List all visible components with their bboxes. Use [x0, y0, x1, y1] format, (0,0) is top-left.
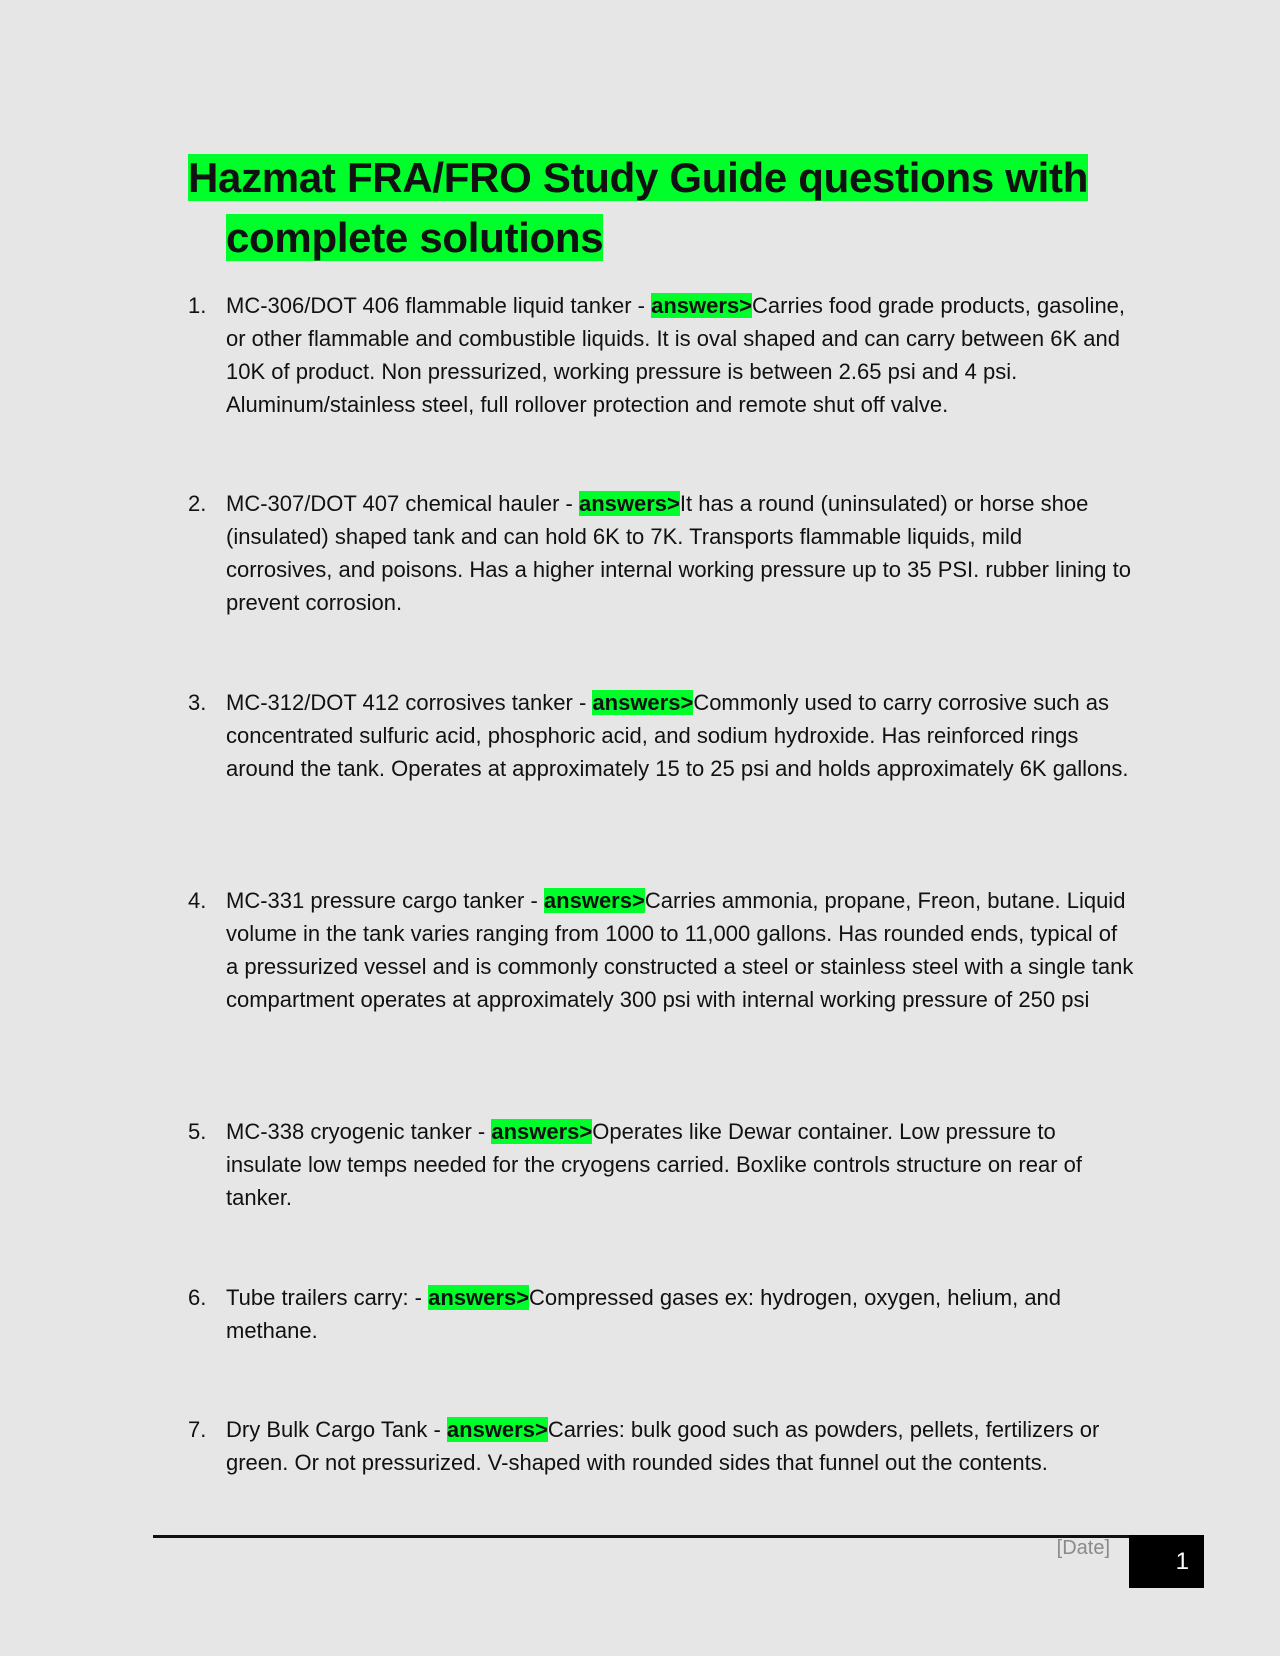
question-item-2 [188, 487, 1134, 619]
answers-tag: answers> [491, 1119, 593, 1144]
answer-text: Carries ammonia, propane, Freon, butane. Liquid volume in the tank varies ranging from 1000 to 11,000 gallons. Has rounded ends, typical of a pressurized vessel and is commonly constructed a steel or stainless steel with a single tank compartment operates at approximately 300 psi with internal working pressure of 250 psi [226, 888, 1134, 1012]
answers-tag: answers> [446, 1417, 548, 1442]
footer-divider [153, 1535, 1129, 1538]
question-body [226, 686, 1134, 785]
answer-text: Compressed gases ex: hydrogen, oxygen, helium, and methane. [226, 1285, 1062, 1343]
page-number-box [1129, 1535, 1204, 1588]
answer-text: It has a round (uninsulated) or horse shoe (insulated) shaped tank and can hold 6K to 7K. Transports flammable liquids, mild corrosives, and poisons. Has a higher internal working pressure up to 35 PSI. rubber lining to prevent corrosion. [226, 491, 1131, 615]
question-text: MC-338 cryogenic tanker - [226, 1119, 486, 1144]
question-text: MC-331 pressure cargo tanker - [226, 888, 538, 913]
question-text: MC-307/DOT 407 chemical hauler - [226, 491, 573, 516]
question-number: 3. [188, 690, 207, 715]
answer-text: Operates like Dewar container. Low pressure to insulate low temps needed for the cryogens carried. Boxlike controls structure on rear of tanker. [226, 1119, 1082, 1210]
title-highlight: Hazmat FRA/FRO Study Guide questions with [188, 154, 1089, 201]
question-text: Dry Bulk Cargo Tank - [226, 1417, 441, 1442]
answers-tag: answers> [428, 1285, 530, 1310]
title-highlight: complete solutions [226, 214, 604, 261]
question-item-4 [188, 884, 1134, 1016]
question-number: 4. [188, 888, 207, 913]
question-text: MC-312/DOT 412 corrosives tanker - [226, 690, 587, 715]
question-item-1 [188, 289, 1134, 421]
answer-text: Carries: bulk good such as powders, pellets, fertilizers or green. Or not pressurized. V-shaped with rounded sides that funnel out the contents. [226, 1417, 1100, 1475]
question-number: 7. [188, 1417, 207, 1442]
question-number: 1. [188, 293, 207, 318]
question-number: 5. [188, 1119, 207, 1144]
title-line-2 [188, 208, 1088, 268]
question-number: 6. [188, 1285, 207, 1310]
question-body [226, 1115, 1134, 1214]
page-title [188, 148, 1088, 268]
question-body [226, 487, 1134, 619]
question-text: MC-306/DOT 406 flammable liquid tanker - [226, 293, 645, 318]
answers-tag: answers> [651, 293, 753, 318]
question-number: 2. [188, 491, 207, 516]
question-item-6 [188, 1281, 1134, 1347]
question-body [226, 289, 1134, 421]
answers-tag: answers> [543, 888, 645, 913]
title-line-1 [188, 148, 1088, 208]
answers-tag: answers> [592, 690, 694, 715]
answer-text: Carries food grade products, gasoline, or other flammable and combustible liquids. It is oval shaped and can carry between 6K and 10K of product. Non pressurized, working pressure is between 2.65 psi and 4 psi. Aluminum/stainless steel, full rollover protection and remote shut off valve. [226, 293, 1126, 417]
footer-date: [Date] [1056, 1537, 1110, 1559]
question-item-5 [188, 1115, 1134, 1214]
page-number: 1 [1175, 1548, 1189, 1575]
question-body [226, 884, 1134, 1016]
question-text: Tube trailers carry: - [226, 1285, 423, 1310]
question-item-7 [188, 1413, 1134, 1479]
answer-text: Commonly used to carry corrosive such as concentrated sulfuric acid, phosphoric acid, and sodium hydroxide. Has reinforced rings around the tank. Operates at approximately 15 to 25 psi and holds approximately 6K gallons. [226, 690, 1129, 781]
question-item-3 [188, 686, 1134, 785]
question-body [226, 1413, 1134, 1479]
answers-tag: answers> [578, 491, 680, 516]
question-body [226, 1281, 1134, 1347]
